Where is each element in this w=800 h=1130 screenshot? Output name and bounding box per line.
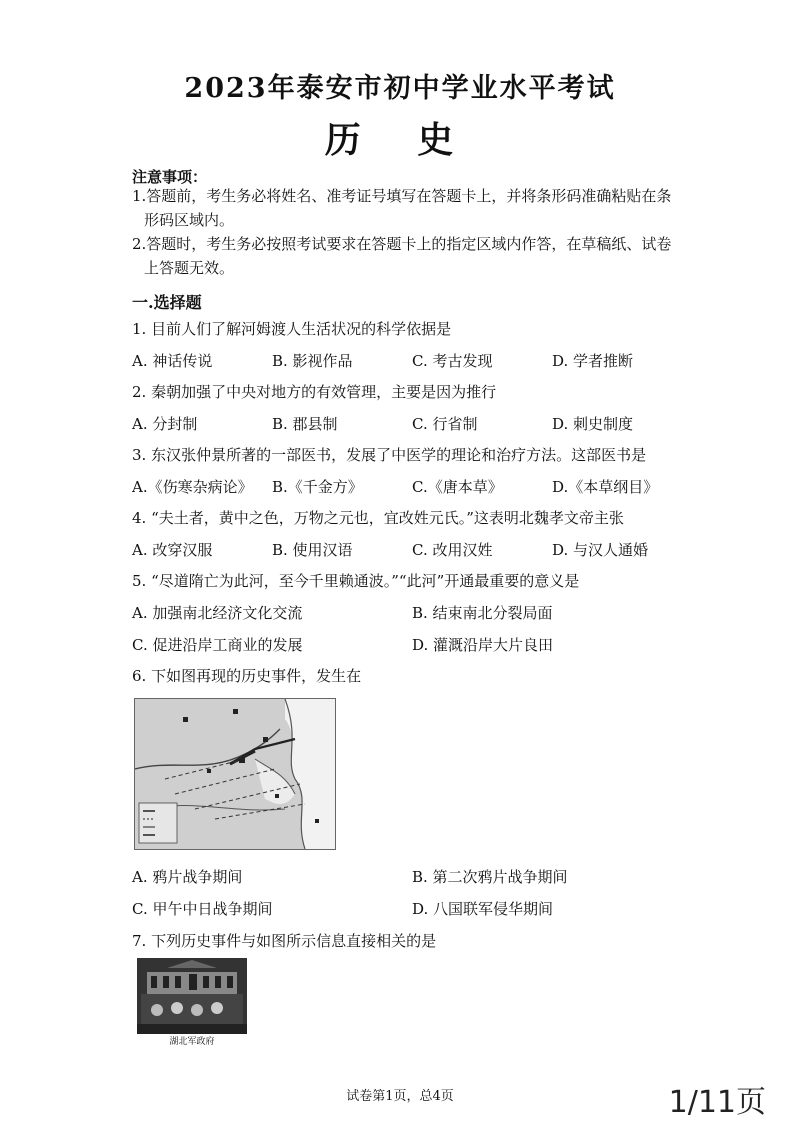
notice-heading: 注意事项： (132, 168, 208, 186)
page-footer: 试卷第1页，总4页 (346, 1089, 454, 1104)
question-3-option-c[interactable]: C.《唐本草》 (412, 478, 503, 496)
question-5-option-a[interactable]: A. 加强南北经济文化交流 (132, 604, 303, 622)
question-6-option-c[interactable]: C. 甲午中日战争期间 (132, 900, 273, 918)
question-5-option-b[interactable]: B. 结束南北分裂局面 (412, 604, 553, 622)
exam-subject: 历 史 (324, 119, 476, 161)
question-5-option-c[interactable]: C. 促进沿岸工商业的发展 (132, 636, 303, 654)
map-graphic (135, 699, 335, 849)
question-1-stem: 1. 目前人们了解河姆渡人生活状况的科学依据是 (132, 320, 452, 338)
question-3-option-a[interactable]: A.《伤寒杂病论》 (132, 478, 253, 496)
question-6-option-d[interactable]: D. 八国联军侵华期间 (412, 900, 554, 918)
question-6-stem: 6. 下如图再现的历史事件，发生在 (132, 667, 362, 685)
question-1-option-a[interactable]: A. 神话传说 (132, 352, 213, 370)
notice-item-2-line1: 2.答题时，考生务必按照考试要求在答题卡上的指定区域内作答，在草稿纸、试卷 (132, 235, 672, 253)
question-2-option-d[interactable]: D. 刺史制度 (552, 415, 634, 433)
question-2-option-b[interactable]: B. 郡县制 (272, 415, 338, 433)
question-2-option-c[interactable]: C. 行省制 (412, 415, 478, 433)
question-3-option-b[interactable]: B.《千金方》 (272, 478, 363, 496)
historical-building-photo (137, 958, 247, 1046)
question-4-option-b[interactable]: B. 使用汉语 (272, 541, 353, 559)
question-5-stem: 5. “尽道隋亡为此河，至今千里赖通波。”“此河”开通最重要的意义是 (132, 572, 580, 590)
page-counter: 1/11页 (668, 1085, 766, 1120)
section-title: 一.选择题 (132, 293, 202, 312)
question-6-option-b[interactable]: B. 第二次鸦片战争期间 (412, 868, 568, 886)
building-photo-graphic (137, 958, 247, 1046)
notice-item-2-line2: 上答题无效。 (144, 259, 235, 277)
question-4-option-d[interactable]: D. 与汉人通婚 (552, 541, 649, 559)
question-4-option-c[interactable]: C. 改用汉姓 (412, 541, 493, 559)
notice-item-2 (132, 232, 677, 280)
question-7-stem: 7. 下列历史事件与如图所示信息直接相关的是 (132, 932, 437, 950)
photo-caption: 湖北军政府 (169, 1037, 215, 1047)
notice-item-1-line1: 1.答题前，考生务必将姓名、准考证号填写在答题卡上，并将条形码准确粘贴在条 (132, 187, 672, 205)
question-4-option-a[interactable]: A. 改穿汉服 (132, 541, 213, 559)
question-1-option-b[interactable]: B. 影视作品 (272, 352, 353, 370)
notice-item-1 (132, 184, 677, 232)
question-4-stem: 4. “夫土者，黄中之色，万物之元也，宜改姓元氏。”这表明北魏孝文帝主张 (132, 509, 624, 527)
question-3-option-d[interactable]: D.《本草纲目》 (552, 478, 659, 496)
exam-title: 2023年泰安市初中学业水平考试 (184, 73, 616, 104)
question-2-option-a[interactable]: A. 分封制 (132, 415, 198, 433)
question-1-option-d[interactable]: D. 学者推断 (552, 352, 634, 370)
historical-war-map (134, 698, 336, 850)
notice-item-1-line2: 形码区域内。 (144, 211, 235, 229)
question-5-option-d[interactable]: D. 灌溉沿岸大片良田 (412, 636, 554, 654)
question-6-option-a[interactable]: A. 鸦片战争期间 (132, 868, 243, 886)
question-2-stem: 2. 秦朝加强了中央对地方的有效管理，主要是因为推行 (132, 383, 497, 401)
question-3-stem: 3. 东汉张仲景所著的一部医书，发展了中医学的理论和治疗方法。这部医书是 (132, 446, 647, 464)
question-1-option-c[interactable]: C. 考古发现 (412, 352, 493, 370)
